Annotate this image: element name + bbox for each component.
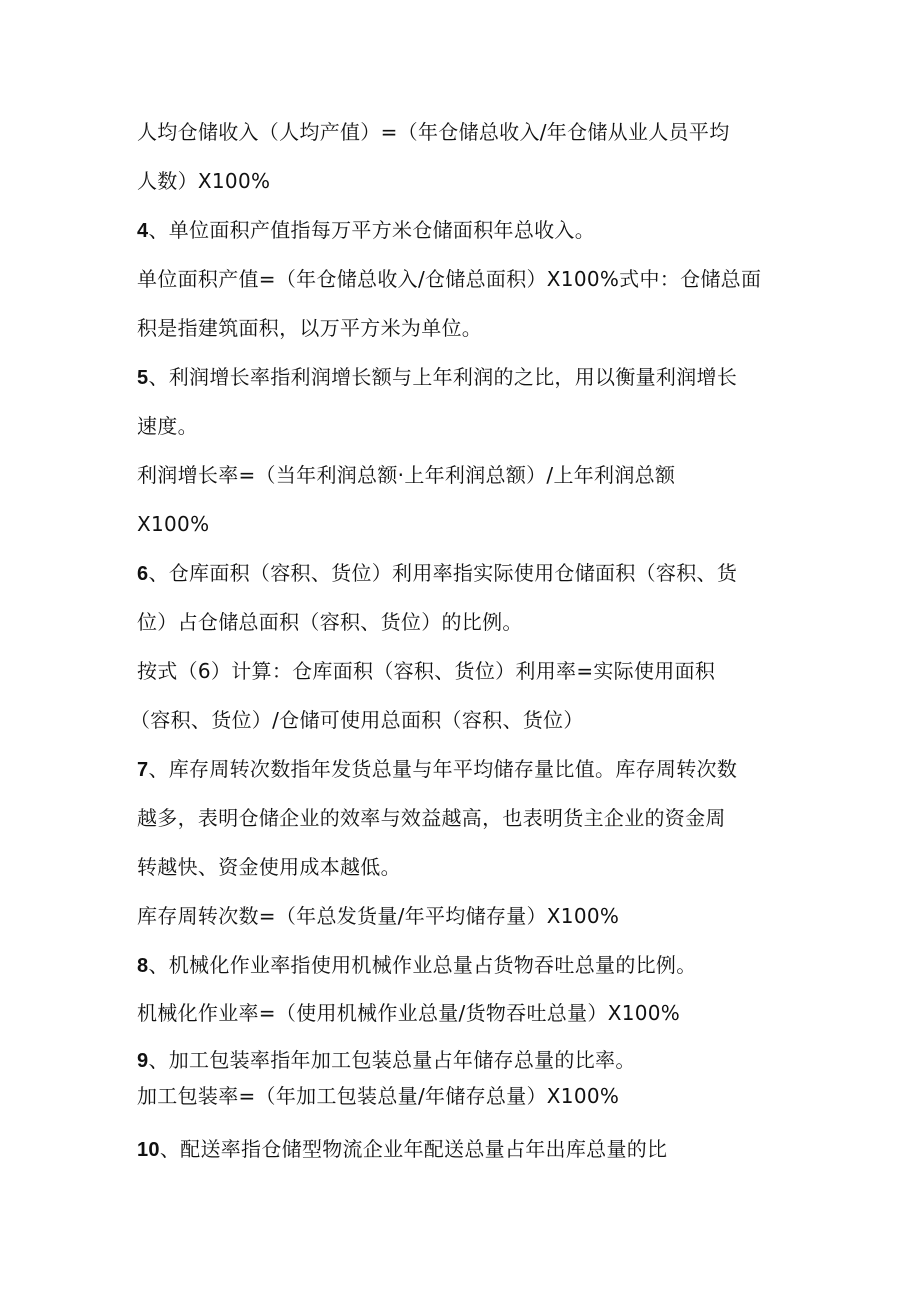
text-line (137, 560, 737, 587)
line-text: 、库存周转次数指年发货总量与年平均储存量比值。库存周转次数 (148, 757, 738, 781)
text-line (137, 854, 401, 881)
text-line (137, 658, 715, 685)
line-text: 越多，表明仓储企业的效率与效益越高，也表明货主企业的资金周 (137, 806, 726, 830)
text-line (137, 315, 482, 342)
text-line (137, 168, 270, 195)
line-text: 、单位面积产值指每万平方米仓储面积年总收入。 (148, 218, 596, 242)
line-text: 、加工包装率指年加工包装总量占年储存总量的比率。 (148, 1048, 636, 1072)
line-text: 利润增长率=（当年利润总额·上年利润总额）/上年利润总额 (137, 463, 676, 487)
item-number: 6 (137, 563, 149, 585)
line-text: （容积、货位）/仓储可使用总面积（容积、货位） (130, 708, 584, 732)
line-text: 转越快、资金使用成本越低。 (137, 855, 401, 879)
item-number: 4 (137, 220, 149, 242)
text-line (137, 952, 697, 979)
line-text: 人数）X100% (137, 169, 271, 193)
text-line (137, 511, 209, 538)
line-text: 库存周转次数=（年总发货量/年平均储存量）X100% (137, 904, 620, 928)
line-text: 、机械化作业率指使用机械作业总量占货物吞吐总量的比例。 (148, 953, 697, 977)
text-line (137, 119, 730, 146)
text-line (137, 1136, 667, 1163)
line-text: 积是指建筑面积，以万平方米为单位。 (137, 316, 483, 340)
line-text: 速度。 (137, 414, 198, 438)
line-text: 按式（6）计算：仓库面积（容积、货位）利用率=实际使用面积 (137, 659, 716, 683)
item-number: 9 (137, 1050, 149, 1072)
text-line (137, 903, 619, 930)
text-line (137, 609, 523, 636)
line-text: 单位面积产值=（年仓储总收入/仓储总面积）X100%式中：仓储总面 (137, 267, 762, 291)
text-line (137, 364, 737, 391)
text-line (130, 707, 584, 734)
line-text: 人均仓储收入（人均产值）=（年仓储总收入/年仓储从业人员平均 (137, 120, 730, 144)
item-number: 8 (137, 955, 149, 977)
line-text: 加工包装率=（年加工包装总量/年储存总量）X100% (137, 1084, 620, 1108)
text-line (137, 1000, 680, 1027)
text-line (137, 266, 761, 293)
text-line (137, 462, 675, 489)
item-number: 5 (137, 367, 149, 389)
text-line (137, 756, 737, 783)
text-line (137, 805, 726, 832)
text-line (137, 217, 595, 244)
item-number: 10 (137, 1139, 160, 1161)
line-text: 、配送率指仓储型物流企业年配送总量占年出库总量的比 (159, 1137, 668, 1161)
line-text: 、利润增长率指利润增长额与上年利润的之比，用以衡量利润增长 (148, 365, 738, 389)
text-line (137, 1047, 636, 1074)
line-text: 位）占仓储总面积（容积、货位）的比例。 (137, 610, 523, 634)
text-line (137, 413, 198, 440)
text-line (137, 1083, 619, 1110)
item-number: 7 (137, 759, 149, 781)
line-text: 、仓库面积（容积、货位）利用率指实际使用仓储面积（容积、货 (148, 561, 738, 585)
line-text: 机械化作业率=（使用机械作业总量/货物吞吐总量）X100% (137, 1001, 681, 1025)
line-text: X100% (137, 512, 210, 536)
